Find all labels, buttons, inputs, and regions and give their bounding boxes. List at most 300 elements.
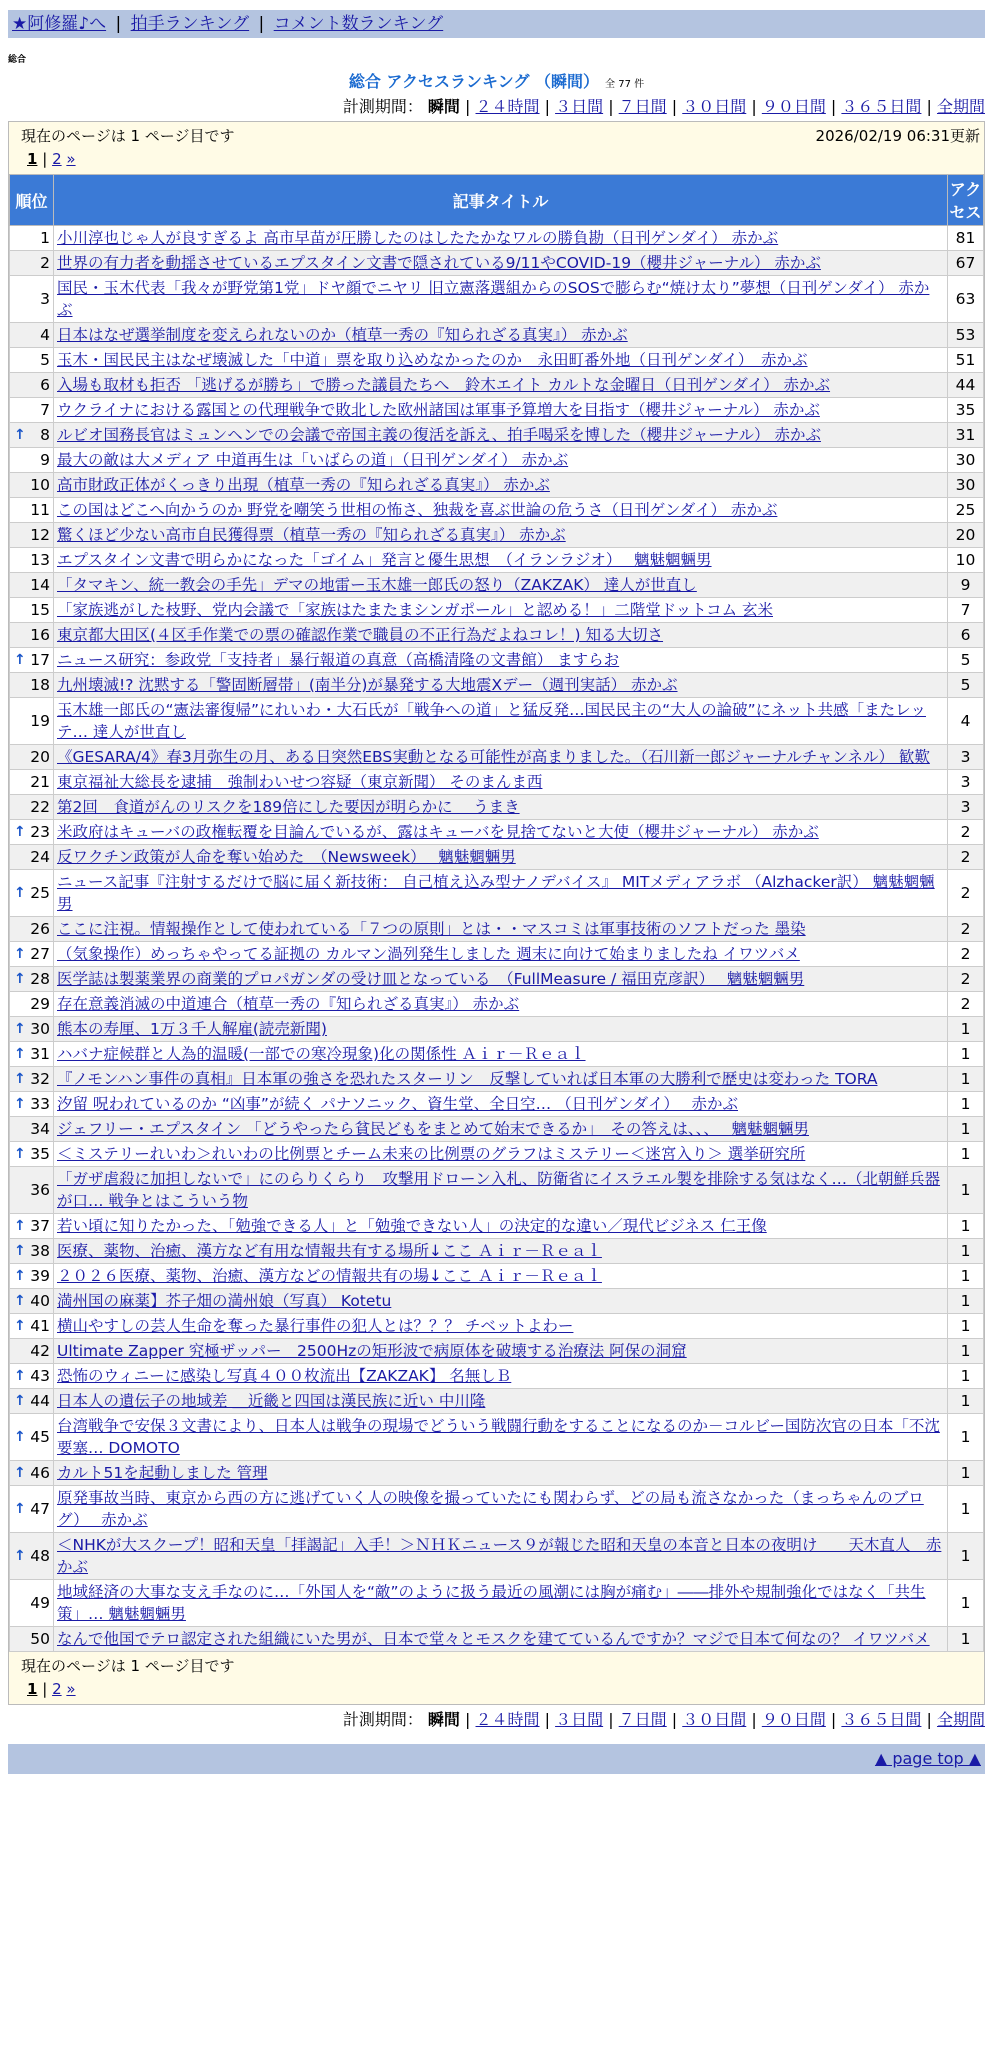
article-link[interactable]: 台湾戦争で安保３文書により、日本人は戦争の現場でどういう戦闘行動をすることになるのか－コルビー国防次官の日本「不沈要塞… DOMOTO bbox=[57, 1417, 940, 1457]
article-link[interactable]: 入場も取材も拒否 「逃げるが勝ち」で勝った議員たちへ 鈴木エイト カルトな金曜日（日刊ゲンダイ） 赤かぶ bbox=[57, 376, 831, 394]
article-link[interactable]: 東京都大田区(４区手作業での票の確認作業で職員の不正行為だよねコレ！) 知る大切さ bbox=[57, 626, 664, 644]
rank-up-icon: ↑ bbox=[14, 1393, 26, 1409]
total-count: 全 77 件 bbox=[605, 79, 645, 90]
table-row bbox=[10, 1314, 984, 1339]
article-link[interactable]: 「家族逃がした枝野、党内会議で「家族はたまたまシンガポール」と認める！」二階堂ドットコム 玄米 bbox=[57, 601, 773, 619]
title-cell bbox=[54, 1017, 948, 1042]
ranking-box bbox=[8, 121, 985, 1705]
rank-number: 47 bbox=[30, 1500, 50, 1518]
period-selector-top bbox=[8, 94, 985, 117]
period-link[interactable]: ３日間 bbox=[555, 97, 604, 116]
rank-number: 25 bbox=[30, 884, 50, 902]
rank-number: 22 bbox=[30, 798, 50, 816]
article-link[interactable]: 「タマキン、統一教会の手先」デマの地雷ー玉木雄一郎氏の怒り（ZAKZAK） 達人が世直し bbox=[57, 576, 697, 594]
rank-number: 6 bbox=[40, 376, 50, 394]
rank-number: 37 bbox=[30, 1217, 50, 1235]
title-cell bbox=[54, 795, 948, 820]
table-row bbox=[10, 745, 984, 770]
rank-cell bbox=[10, 573, 54, 598]
article-link[interactable]: 驚くほど少ない高市自民獲得票（植草一秀の『知られざる真実』） 赤かぶ bbox=[57, 526, 566, 544]
access-count: 30 bbox=[948, 448, 984, 473]
access-count: 1 bbox=[948, 1580, 984, 1627]
title-cell bbox=[54, 423, 948, 448]
rank-cell bbox=[10, 251, 54, 276]
period-separator: | bbox=[921, 97, 937, 116]
title-cell bbox=[54, 845, 948, 870]
table-row bbox=[10, 967, 984, 992]
rank-number: 28 bbox=[30, 970, 50, 988]
access-count: 25 bbox=[948, 498, 984, 523]
table-row bbox=[10, 1067, 984, 1092]
period-link[interactable]: ９０日間 bbox=[761, 97, 826, 116]
rank-number: 3 bbox=[40, 290, 50, 308]
access-count: 51 bbox=[948, 348, 984, 373]
table-row bbox=[10, 1486, 984, 1533]
article-link[interactable]: 汐留 呪われているのか “凶事”が続く パナソニック、資生堂、全日空… （日刊ゲンダイ） 赤かぶ bbox=[57, 1095, 739, 1113]
article-link[interactable]: 地域経済の大事な支え手なのに…「外国人を“敵”のように扱う最近の風潮には胸が痛む」――排外や規制強化ではなく「共生策」… 魑魅魍魎男 bbox=[57, 1583, 926, 1623]
period-separator: | bbox=[465, 97, 476, 116]
table-row bbox=[10, 1239, 984, 1264]
period-link[interactable]: ３６５日間 bbox=[841, 97, 922, 116]
period-label: 計測期間： bbox=[342, 1710, 423, 1729]
article-link[interactable]: 第2回 食道がんのリスクを189倍にした要因が明らかに うまき bbox=[57, 798, 520, 816]
article-link[interactable]: 「ガザ虐殺に加担しないで」にのらりくらり 攻撃用ドローン入札、防衛省にイスラエル製を排除する気はなく…（北朝鮮兵器が口… 戦争とはこういう物 bbox=[57, 1170, 941, 1210]
rank-number: 31 bbox=[30, 1045, 50, 1063]
table-row bbox=[10, 820, 984, 845]
rank-number: 36 bbox=[30, 1181, 50, 1199]
table-row bbox=[10, 1580, 984, 1627]
table-row bbox=[10, 1364, 984, 1389]
table-row bbox=[10, 1167, 984, 1214]
title-cell bbox=[54, 1067, 948, 1092]
rank-up-icon: ↑ bbox=[14, 1218, 26, 1234]
access-count: 1 bbox=[948, 1414, 984, 1461]
rank-number: 14 bbox=[30, 576, 50, 594]
article-link[interactable]: 医学誌は製薬業界の商業的プロパガンダの受け皿となっている （FullMeasure / 福田克彦訳） 魑魅魍魎男 bbox=[57, 970, 805, 988]
title-cell bbox=[54, 1214, 948, 1239]
rank-cell bbox=[10, 1092, 54, 1117]
table-row bbox=[10, 623, 984, 648]
access-count: 5 bbox=[948, 673, 984, 698]
article-link[interactable]: 《GESARA/4》春3月弥生の月、ある日突然EBS実動となる可能性が高まりました。（石川新一郎ジャーナルチャンネル） 歓歎 bbox=[57, 748, 930, 766]
rank-cell bbox=[10, 992, 54, 1017]
access-count: 3 bbox=[948, 795, 984, 820]
access-count: 1 bbox=[948, 1533, 984, 1580]
title-cell bbox=[54, 820, 948, 845]
period-separator: | bbox=[603, 1710, 619, 1729]
rank-up-icon: ↑ bbox=[14, 824, 26, 840]
access-count: 2 bbox=[948, 917, 984, 942]
access-count: 2 bbox=[948, 967, 984, 992]
access-header: アクセス bbox=[948, 175, 984, 226]
current-page-text: 現在のページは 1 ページ目です bbox=[21, 1657, 235, 1675]
table-row bbox=[10, 373, 984, 398]
rank-cell bbox=[10, 598, 54, 623]
rank-number: 12 bbox=[30, 526, 50, 544]
article-link[interactable]: 熊本の寿厘、1万３千人解雇(読売新聞) bbox=[57, 1020, 327, 1038]
title-cell bbox=[54, 1486, 948, 1533]
title-cell bbox=[54, 548, 948, 573]
table-row bbox=[10, 423, 984, 448]
access-count: 5 bbox=[948, 648, 984, 673]
rank-cell bbox=[10, 648, 54, 673]
bottom-bar bbox=[8, 1744, 985, 1774]
rank-number: 49 bbox=[30, 1594, 50, 1612]
article-link[interactable]: Ultimate Zapper 究極ザッパー 2500Hzの矩形波で病原体を破壊する治療法 阿保の洞窟 bbox=[57, 1342, 687, 1360]
table-row bbox=[10, 448, 984, 473]
title-cell bbox=[54, 1142, 948, 1167]
rank-up-icon: ↑ bbox=[14, 1318, 26, 1334]
title-cell bbox=[54, 1264, 948, 1289]
article-link[interactable]: ハバナ症候群と人為的温暖(一部での寒冷現象)化の関係性 Ａｉｒ－Ｒｅａｌ bbox=[57, 1045, 586, 1063]
access-count: 44 bbox=[948, 373, 984, 398]
article-link[interactable]: 米政府はキューバの政権転覆を目論んでいるが、露はキューバを見捨てないと大使（櫻井ジャーナル） 赤かぶ bbox=[57, 823, 819, 841]
rank-number: 16 bbox=[30, 626, 50, 644]
rank-number: 41 bbox=[30, 1317, 50, 1335]
article-link[interactable]: 日本はなぜ選挙制度を変えられないのか（植草一秀の『知られざる真実』） 赤かぶ bbox=[57, 326, 628, 344]
home-link[interactable]: ★阿修羅♪へ bbox=[12, 14, 107, 34]
rank-number: 8 bbox=[40, 426, 50, 444]
rank-up-icon: ↑ bbox=[14, 1548, 26, 1564]
rank-up-icon: ↑ bbox=[14, 1268, 26, 1284]
period-link[interactable]: ７日間 bbox=[618, 97, 667, 116]
rank-cell bbox=[10, 967, 54, 992]
title-cell bbox=[54, 1314, 948, 1339]
rank-cell bbox=[10, 323, 54, 348]
rank-number: 46 bbox=[30, 1464, 50, 1482]
article-link[interactable]: 国民・玉木代表「我々が野党第1党」ドヤ顔でニヤリ 旧立憲落選組からのSOSで膨らむ“焼け太り”夢想（日刊ゲンダイ） 赤かぶ bbox=[57, 279, 930, 319]
article-link[interactable]: なんで他国でテロ認定された組織にいた男が、日本で堂々とモスクを建てているんですか？マジで日本て何なの？ イワツバメ bbox=[57, 1630, 930, 1648]
access-count: 31 bbox=[948, 423, 984, 448]
rank-number: 23 bbox=[30, 823, 50, 841]
page-2-link[interactable]: 2 bbox=[52, 150, 62, 168]
period-selector-bottom bbox=[8, 1707, 985, 1730]
rank-number: 20 bbox=[30, 748, 50, 766]
article-link[interactable]: ニュース記事『注射するだけで脳に届く新技術： 自己植え込み型ナノデバイス』 MITメディアラボ （Alzhacker訳） 魑魅魍魎男 bbox=[57, 873, 935, 913]
current-page-text: 現在のページは 1 ページ目です bbox=[21, 127, 235, 145]
table-row bbox=[10, 398, 984, 423]
period-separator: | bbox=[603, 97, 619, 116]
access-count: 2 bbox=[948, 942, 984, 967]
title-cell bbox=[54, 573, 948, 598]
table-row bbox=[10, 1627, 984, 1652]
rank-cell bbox=[10, 745, 54, 770]
period-link[interactable]: ３６５日間 bbox=[841, 1710, 922, 1729]
rank-cell bbox=[10, 1461, 54, 1486]
title-cell bbox=[54, 770, 948, 795]
title-cell bbox=[54, 226, 948, 251]
period-link[interactable]: ３０日間 bbox=[682, 97, 747, 116]
rank-number: 4 bbox=[40, 326, 50, 344]
title-cell bbox=[54, 623, 948, 648]
rank-cell bbox=[10, 226, 54, 251]
access-count: 1 bbox=[948, 1389, 984, 1414]
article-link[interactable]: 九州壊滅!? 沈黙する「警固断層帯」(南半分)が暴発する大地震Xデー（週刊実話） 赤かぶ bbox=[57, 676, 678, 694]
rank-cell bbox=[10, 770, 54, 795]
article-link[interactable]: 恐怖のウィニーに感染し写真４００枚流出【ZAKZAK】 名無しＢ bbox=[57, 1367, 512, 1385]
rank-number: 32 bbox=[30, 1070, 50, 1088]
article-link[interactable]: ２０２６医療、薬物、治癒、漢方などの情報共有の場↓ここ Ａｉｒ－Ｒｅａｌ bbox=[57, 1267, 602, 1285]
access-count: 2 bbox=[948, 870, 984, 917]
title-cell bbox=[54, 1117, 948, 1142]
table-row bbox=[10, 226, 984, 251]
rank-up-icon: ↑ bbox=[14, 1096, 26, 1112]
table-row bbox=[10, 698, 984, 745]
rank-cell bbox=[10, 498, 54, 523]
rank-number: 9 bbox=[40, 451, 50, 469]
title-cell bbox=[54, 1167, 948, 1214]
comment-ranking-link[interactable]: コメント数ランキング bbox=[273, 14, 444, 34]
rank-number: 15 bbox=[30, 601, 50, 619]
rank-number: 24 bbox=[30, 848, 50, 866]
rank-cell bbox=[10, 698, 54, 745]
rank-number: 43 bbox=[30, 1367, 50, 1385]
article-link[interactable]: 満州国の麻薬】芥子畑の満州娘（写真） Kotetu bbox=[57, 1292, 392, 1310]
title-cell bbox=[54, 1339, 948, 1364]
rank-cell bbox=[10, 1486, 54, 1533]
period-separator: | bbox=[465, 1710, 476, 1729]
article-link[interactable]: 横山やすしの芸人生命を奪った暴行事件の犯人とは？？？ チベットよわー bbox=[57, 1317, 574, 1335]
rank-number: 10 bbox=[30, 476, 50, 494]
period-current: 瞬間 bbox=[427, 1710, 460, 1729]
article-link[interactable]: 『ノモンハン事件の真相』日本軍の強さを恐れたスターリン 反撃していれば日本軍の大勝利で歴史は変わった TORA bbox=[57, 1070, 878, 1088]
rank-cell bbox=[10, 276, 54, 323]
table-row bbox=[10, 795, 984, 820]
access-count: 81 bbox=[948, 226, 984, 251]
article-link[interactable]: ここに注視。情報操作として使われている「７つの原則」とは・・マスコミは軍事技術のソフトだった 墨染 bbox=[57, 920, 806, 938]
article-link[interactable]: 医療、薬物、治癒、漢方など有用な情報共有する場所↓ここ Ａｉｒ－Ｒｅａｌ bbox=[57, 1242, 602, 1260]
nav-separator: | bbox=[258, 14, 265, 34]
rank-number: 26 bbox=[30, 920, 50, 938]
title-cell bbox=[54, 1414, 948, 1461]
nav-separator: | bbox=[115, 14, 122, 34]
access-count: 1 bbox=[948, 1142, 984, 1167]
period-separator: | bbox=[539, 1710, 556, 1729]
period-link[interactable]: ３０日間 bbox=[682, 1710, 747, 1729]
rank-number: 42 bbox=[30, 1342, 50, 1360]
rank-cell bbox=[10, 1580, 54, 1627]
article-link[interactable]: ニュース研究：参政党「支持者」暴行報道の真意（高橋清隆の文書館） ますらお bbox=[57, 651, 620, 669]
period-link[interactable]: ２４時間 bbox=[475, 1710, 540, 1729]
page-1: 1 bbox=[27, 150, 38, 168]
title-cell bbox=[54, 1389, 948, 1414]
page-2-link[interactable]: 2 bbox=[52, 1680, 62, 1698]
article-link[interactable]: ウクライナにおける露国との代理戦争で敗北した欧州諸国は軍事予算増大を目指す（櫻井ジャーナル） 赤かぶ bbox=[57, 401, 820, 419]
title-cell bbox=[54, 992, 948, 1017]
table-row bbox=[10, 1533, 984, 1580]
table-row bbox=[10, 673, 984, 698]
article-link[interactable]: 世界の有力者を動揺させているエプスタイン文書で隠されている9/11やCOVID-19（櫻井ジャーナル） 赤かぶ bbox=[57, 254, 821, 272]
period-label: 計測期間： bbox=[342, 97, 423, 116]
access-count: 1 bbox=[948, 1289, 984, 1314]
table-row bbox=[10, 1339, 984, 1364]
title-cell bbox=[54, 251, 948, 276]
info-bar bbox=[9, 122, 984, 148]
article-link[interactable]: 高市財政正体がくっきり出現（植草一秀の『知られざる真実』） 赤かぶ bbox=[57, 476, 550, 494]
title-cell bbox=[54, 673, 948, 698]
article-link[interactable]: カルト51を起動しました 管理 bbox=[57, 1464, 268, 1482]
article-link[interactable]: 原発事故当時、東京から西の方に逃げていく人の映像を撮っていたにも関わらず、どの局も流さなかった（まっちゃんのブログ） 赤かぶ bbox=[57, 1489, 924, 1529]
article-link[interactable]: 若い頃に知りたかった、「勉強できる人」と「勉強できない人」の決定的な違い／現代ビジネス 仁王像 bbox=[57, 1217, 767, 1235]
period-separator: | bbox=[666, 1710, 683, 1729]
table-row bbox=[10, 1264, 984, 1289]
access-count: 1 bbox=[948, 1067, 984, 1092]
article-link[interactable]: 日本人の遺伝子の地域差 ＿近畿と四国は漢民族に近い 中川隆 bbox=[57, 1392, 486, 1410]
table-row bbox=[10, 1117, 984, 1142]
period-link[interactable]: ２４時間 bbox=[475, 97, 540, 116]
rank-number: 35 bbox=[30, 1145, 50, 1163]
table-row bbox=[10, 548, 984, 573]
period-separator: | bbox=[825, 97, 842, 116]
access-count: 1 bbox=[948, 1461, 984, 1486]
rank-number: 33 bbox=[30, 1095, 50, 1113]
article-link[interactable]: ＜ミステリーれいわ＞れいわの比例票とチーム未来の比例票のグラフはミステリー＜迷宮入り＞ 選挙研究所 bbox=[57, 1145, 806, 1163]
rank-cell bbox=[10, 1042, 54, 1067]
article-link[interactable]: 東京福祉大総長を逮捕 強制わいせつ容疑（東京新聞） そのまんま西 bbox=[57, 773, 543, 791]
table-row bbox=[10, 870, 984, 917]
title-cell bbox=[54, 698, 948, 745]
access-count: 6 bbox=[948, 623, 984, 648]
title-cell bbox=[54, 1627, 948, 1652]
rank-number: 2 bbox=[40, 254, 50, 272]
rank-cell bbox=[10, 1142, 54, 1167]
rank-cell bbox=[10, 1289, 54, 1314]
access-count: 1 bbox=[948, 1239, 984, 1264]
rank-number: 17 bbox=[30, 651, 50, 669]
rank-up-icon: ↑ bbox=[14, 1071, 26, 1087]
table-row bbox=[10, 348, 984, 373]
table-row bbox=[10, 1092, 984, 1117]
table-row bbox=[10, 1042, 984, 1067]
rank-number: 39 bbox=[30, 1267, 50, 1285]
article-link[interactable]: 最大の敵は大メディア 中道再生は「いばらの道」（日刊ゲンダイ） 赤かぶ bbox=[57, 451, 569, 469]
rank-header: 順位 bbox=[10, 175, 54, 226]
period-separator: | bbox=[921, 1710, 937, 1729]
title-header: 記事タイトル bbox=[54, 175, 948, 226]
access-count: 1 bbox=[948, 1627, 984, 1652]
rank-number: 11 bbox=[30, 501, 50, 519]
period-separator: | bbox=[539, 97, 556, 116]
access-count: 1 bbox=[948, 1364, 984, 1389]
access-count: 10 bbox=[948, 548, 984, 573]
ranking-title: 総合 アクセスランキング （瞬間） bbox=[348, 72, 600, 91]
rank-up-icon: ↑ bbox=[14, 885, 26, 901]
rank-number: 29 bbox=[30, 995, 50, 1013]
title-cell bbox=[54, 1580, 948, 1627]
next-page-link[interactable]: » bbox=[66, 1680, 76, 1698]
rank-number: 18 bbox=[30, 676, 50, 694]
period-current: 瞬間 bbox=[427, 97, 460, 116]
rank-up-icon: ↑ bbox=[14, 1046, 26, 1062]
table-row bbox=[10, 770, 984, 795]
table-row bbox=[10, 251, 984, 276]
rank-number: 40 bbox=[30, 1292, 50, 1310]
article-link[interactable]: （気象操作）めっちゃやってる証拠の カルマン渦列発生しました 週末に向けて始まりましたね イワツバメ bbox=[57, 945, 800, 963]
next-page-link[interactable]: » bbox=[66, 150, 76, 168]
rank-number: 1 bbox=[40, 229, 50, 247]
page-top-link[interactable]: ▲ page top ▲ bbox=[874, 1749, 981, 1768]
rank-cell bbox=[10, 1627, 54, 1652]
article-link[interactable]: ＜NHKが大スクープ！昭和天皇「拝謁記」入手！＞ＮＨＫニュース９が報じた昭和天皇の本音と日本の夜明け 天木直人 赤かぶ bbox=[57, 1536, 942, 1576]
rank-cell bbox=[10, 373, 54, 398]
article-link[interactable]: 玉木雄一郎氏の“憲法審復帰”にれいわ・大石氏が「戦争への道」と猛反発…国民民主の“大人の論破”にネット共感「またレッテ… 達人が世直し bbox=[57, 701, 926, 741]
access-count: 35 bbox=[948, 398, 984, 423]
access-count: 2 bbox=[948, 845, 984, 870]
access-count: 1 bbox=[948, 1092, 984, 1117]
access-count: 1 bbox=[948, 1017, 984, 1042]
period-separator: | bbox=[825, 1710, 842, 1729]
title-cell bbox=[54, 598, 948, 623]
rank-cell bbox=[10, 398, 54, 423]
rank-cell bbox=[10, 623, 54, 648]
table-row bbox=[10, 598, 984, 623]
rank-cell bbox=[10, 348, 54, 373]
rank-number: 34 bbox=[30, 1120, 50, 1138]
title-cell bbox=[54, 523, 948, 548]
period-link[interactable]: ７日間 bbox=[618, 1710, 667, 1729]
article-link[interactable]: ルビオ国務長官はミュンヘンでの会議で帝国主義の復活を訴え、拍手喝采を博した（櫻井ジャーナル） 赤かぶ bbox=[57, 426, 821, 444]
pager-sep: | bbox=[42, 150, 48, 168]
rank-cell bbox=[10, 820, 54, 845]
title-cell bbox=[54, 1533, 948, 1580]
period-link[interactable]: ３日間 bbox=[555, 1710, 604, 1729]
title-cell bbox=[54, 348, 948, 373]
article-link[interactable]: 玉木・国民民主はなぜ壊滅した「中道」票を取り込めなかったのか 永田町番外地（日刊ゲンダイ） 赤かぶ bbox=[57, 351, 808, 369]
rank-cell bbox=[10, 917, 54, 942]
rank-cell bbox=[10, 1117, 54, 1142]
rank-cell bbox=[10, 1067, 54, 1092]
rank-cell bbox=[10, 423, 54, 448]
article-link[interactable]: 反ワクチン政策が人命を奪い始めた （Newsweek） 魑魅魍魎男 bbox=[57, 848, 516, 866]
title-cell bbox=[54, 942, 948, 967]
period-link[interactable]: ９０日間 bbox=[761, 1710, 826, 1729]
rank-up-icon: ↑ bbox=[14, 427, 26, 443]
table-row bbox=[10, 648, 984, 673]
article-link[interactable]: エプスタイン文書で明らかになった「ゴイム」発言と優生思想 （イランラジオ） 魑魅魍魎男 bbox=[57, 551, 712, 569]
period-link[interactable]: 全期間 bbox=[936, 97, 985, 116]
article-link[interactable]: 存在意義消滅の中道連合（植草一秀の『知られざる真実』） 赤かぶ bbox=[57, 995, 520, 1013]
rank-cell bbox=[10, 473, 54, 498]
access-count: 30 bbox=[948, 473, 984, 498]
title-cell bbox=[54, 648, 948, 673]
table-row bbox=[10, 1414, 984, 1461]
table-row bbox=[10, 523, 984, 548]
rank-number: 21 bbox=[30, 773, 50, 791]
article-link[interactable]: この国はどこへ向かうのか 野党を嘲笑う世相の怖さ、独裁を喜ぶ世論の危うさ（日刊ゲンダイ） 赤かぶ bbox=[57, 501, 778, 519]
title-cell bbox=[54, 276, 948, 323]
table-row bbox=[10, 1289, 984, 1314]
rank-cell bbox=[10, 1389, 54, 1414]
page-title bbox=[8, 69, 985, 92]
article-link[interactable]: ジェフリー・エプスタイン 「どうやったら貧民どもをまとめて始末できるか」 その答えは、、、 魑魅魍魎男 bbox=[57, 1120, 809, 1138]
title-cell bbox=[54, 1364, 948, 1389]
applause-ranking-link[interactable]: 拍手ランキング bbox=[130, 14, 250, 34]
access-count: 2 bbox=[948, 820, 984, 845]
rank-up-icon: ↑ bbox=[14, 1293, 26, 1309]
access-count: 1 bbox=[948, 1314, 984, 1339]
rank-number: 45 bbox=[30, 1428, 50, 1446]
title-cell bbox=[54, 398, 948, 423]
period-link[interactable]: 全期間 bbox=[936, 1710, 985, 1729]
article-link[interactable]: 小川淳也じゃ人が良すぎるよ 高市早苗が圧勝したのはしたたかなワルの勝負勘（日刊ゲンダイ） 赤かぶ bbox=[57, 229, 779, 247]
access-count: 9 bbox=[948, 573, 984, 598]
table-row bbox=[10, 498, 984, 523]
period-separator: | bbox=[666, 97, 683, 116]
updated-timestamp: 2026/02/19 06:31更新 bbox=[815, 127, 980, 145]
ranking-table bbox=[9, 174, 984, 1652]
period-separator: | bbox=[746, 97, 762, 116]
rank-cell bbox=[10, 548, 54, 573]
